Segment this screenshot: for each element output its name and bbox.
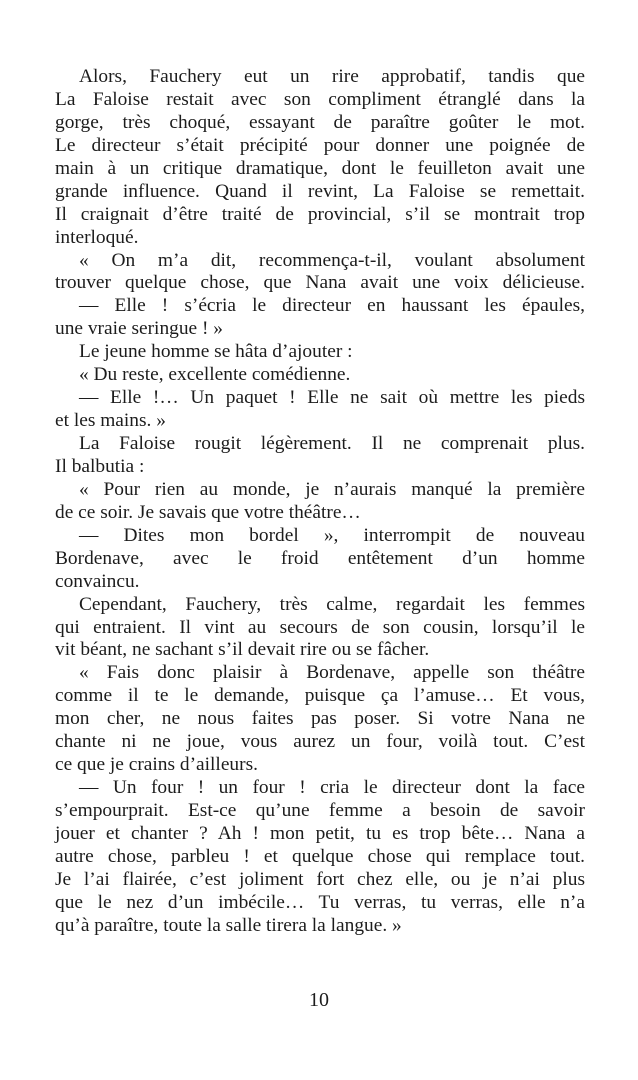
text-line: Il craignait d’être traité de provincial, s’il se montrait trop (55, 203, 585, 225)
text-line: « Pour rien au monde, je n’aurais manqué la première (79, 478, 585, 500)
body-text (55, 66, 585, 938)
text-line: vit béant, ne sachant s’il devait rire ou se fâcher. (55, 639, 430, 661)
text-line: « Fais donc plaisir à Bordenave, appelle son théâtre (79, 662, 585, 684)
text-line: convaincu. (55, 570, 140, 592)
text-line: autre chose, parbleu ! et quelque chose qui remplace tout. (55, 845, 585, 867)
text-line: — Dites mon bordel », interrompit de nouveau (79, 524, 585, 546)
text-line: Le directeur s’était précipité pour donner une poignée de (55, 134, 585, 156)
text-line: ce que je crains d’ailleurs. (55, 754, 258, 776)
text-line: que le nez d’un imbécile… Tu verras, tu verras, elle n’a (55, 891, 585, 913)
text-line: Je l’ai flairée, c’est joliment fort chez elle, ou je n’ai plus (55, 868, 585, 890)
text-line: qui entraient. Il vint au secours de son cousin, lorsqu’il le (55, 616, 585, 638)
page-number: 10 (309, 989, 329, 1011)
text-line: trouver quelque chose, que Nana avait une voix délicieuse. (55, 272, 585, 294)
text-line: La Faloise restait avec son compliment étranglé dans la (55, 88, 585, 110)
text-line: « On m’a dit, recommença-t-il, voulant absolument (79, 249, 585, 271)
text-line: Alors, Fauchery eut un rire approbatif, tandis que (79, 66, 585, 87)
text-line: gorge, très choqué, essayant de paraître goûter le mot. (55, 111, 585, 133)
text-line: — Un four ! un four ! cria le directeur dont la face (79, 777, 585, 799)
text-line: comme il te le demande, puisque ça l’amuse… Et vous, (55, 685, 585, 707)
text-line: Cependant, Fauchery, très calme, regardait les femmes (79, 593, 585, 615)
text-line: jouer et chanter ? Ah ! mon petit, tu es trop bête… Nana a (55, 822, 585, 844)
text-line: une vraie seringue ! » (55, 318, 223, 340)
text-line: interloqué. (55, 226, 139, 248)
text-line: qu’à paraître, toute la salle tirera la langue. » (55, 914, 402, 936)
text-line: Il balbutia : (55, 455, 145, 477)
text-line: s’empourprait. Est-ce qu’une femme a besoin de savoir (55, 800, 585, 821)
text-line: main à un critique dramatique, dont le feuilleton avait une (55, 157, 585, 179)
text-line: mon cher, ne nous faites pas poser. Si votre Nana ne (55, 708, 585, 730)
text-line: et les mains. » (55, 410, 166, 432)
text-line: de ce soir. Je savais que votre théâtre… (55, 501, 361, 523)
text-line: — Elle !… Un paquet ! Elle ne sait où mettre les pieds (79, 387, 585, 409)
text-line: chante ni ne joue, vous aurez un four, voilà tout. C’est (55, 731, 585, 753)
text-line: Le jeune homme se hâta d’ajouter : (79, 341, 353, 363)
text-line: — Elle ! s’écria le directeur en haussant les épaules, (79, 295, 585, 317)
text-line: La Faloise rougit légèrement. Il ne comprenait plus. (79, 433, 585, 454)
text-line: grande influence. Quand il revint, La Faloise se remettait. (55, 180, 585, 202)
text-line: « Du reste, excellente comédienne. (79, 364, 351, 386)
text-line: Bordenave, avec le froid entêtement d’un homme (55, 547, 585, 569)
